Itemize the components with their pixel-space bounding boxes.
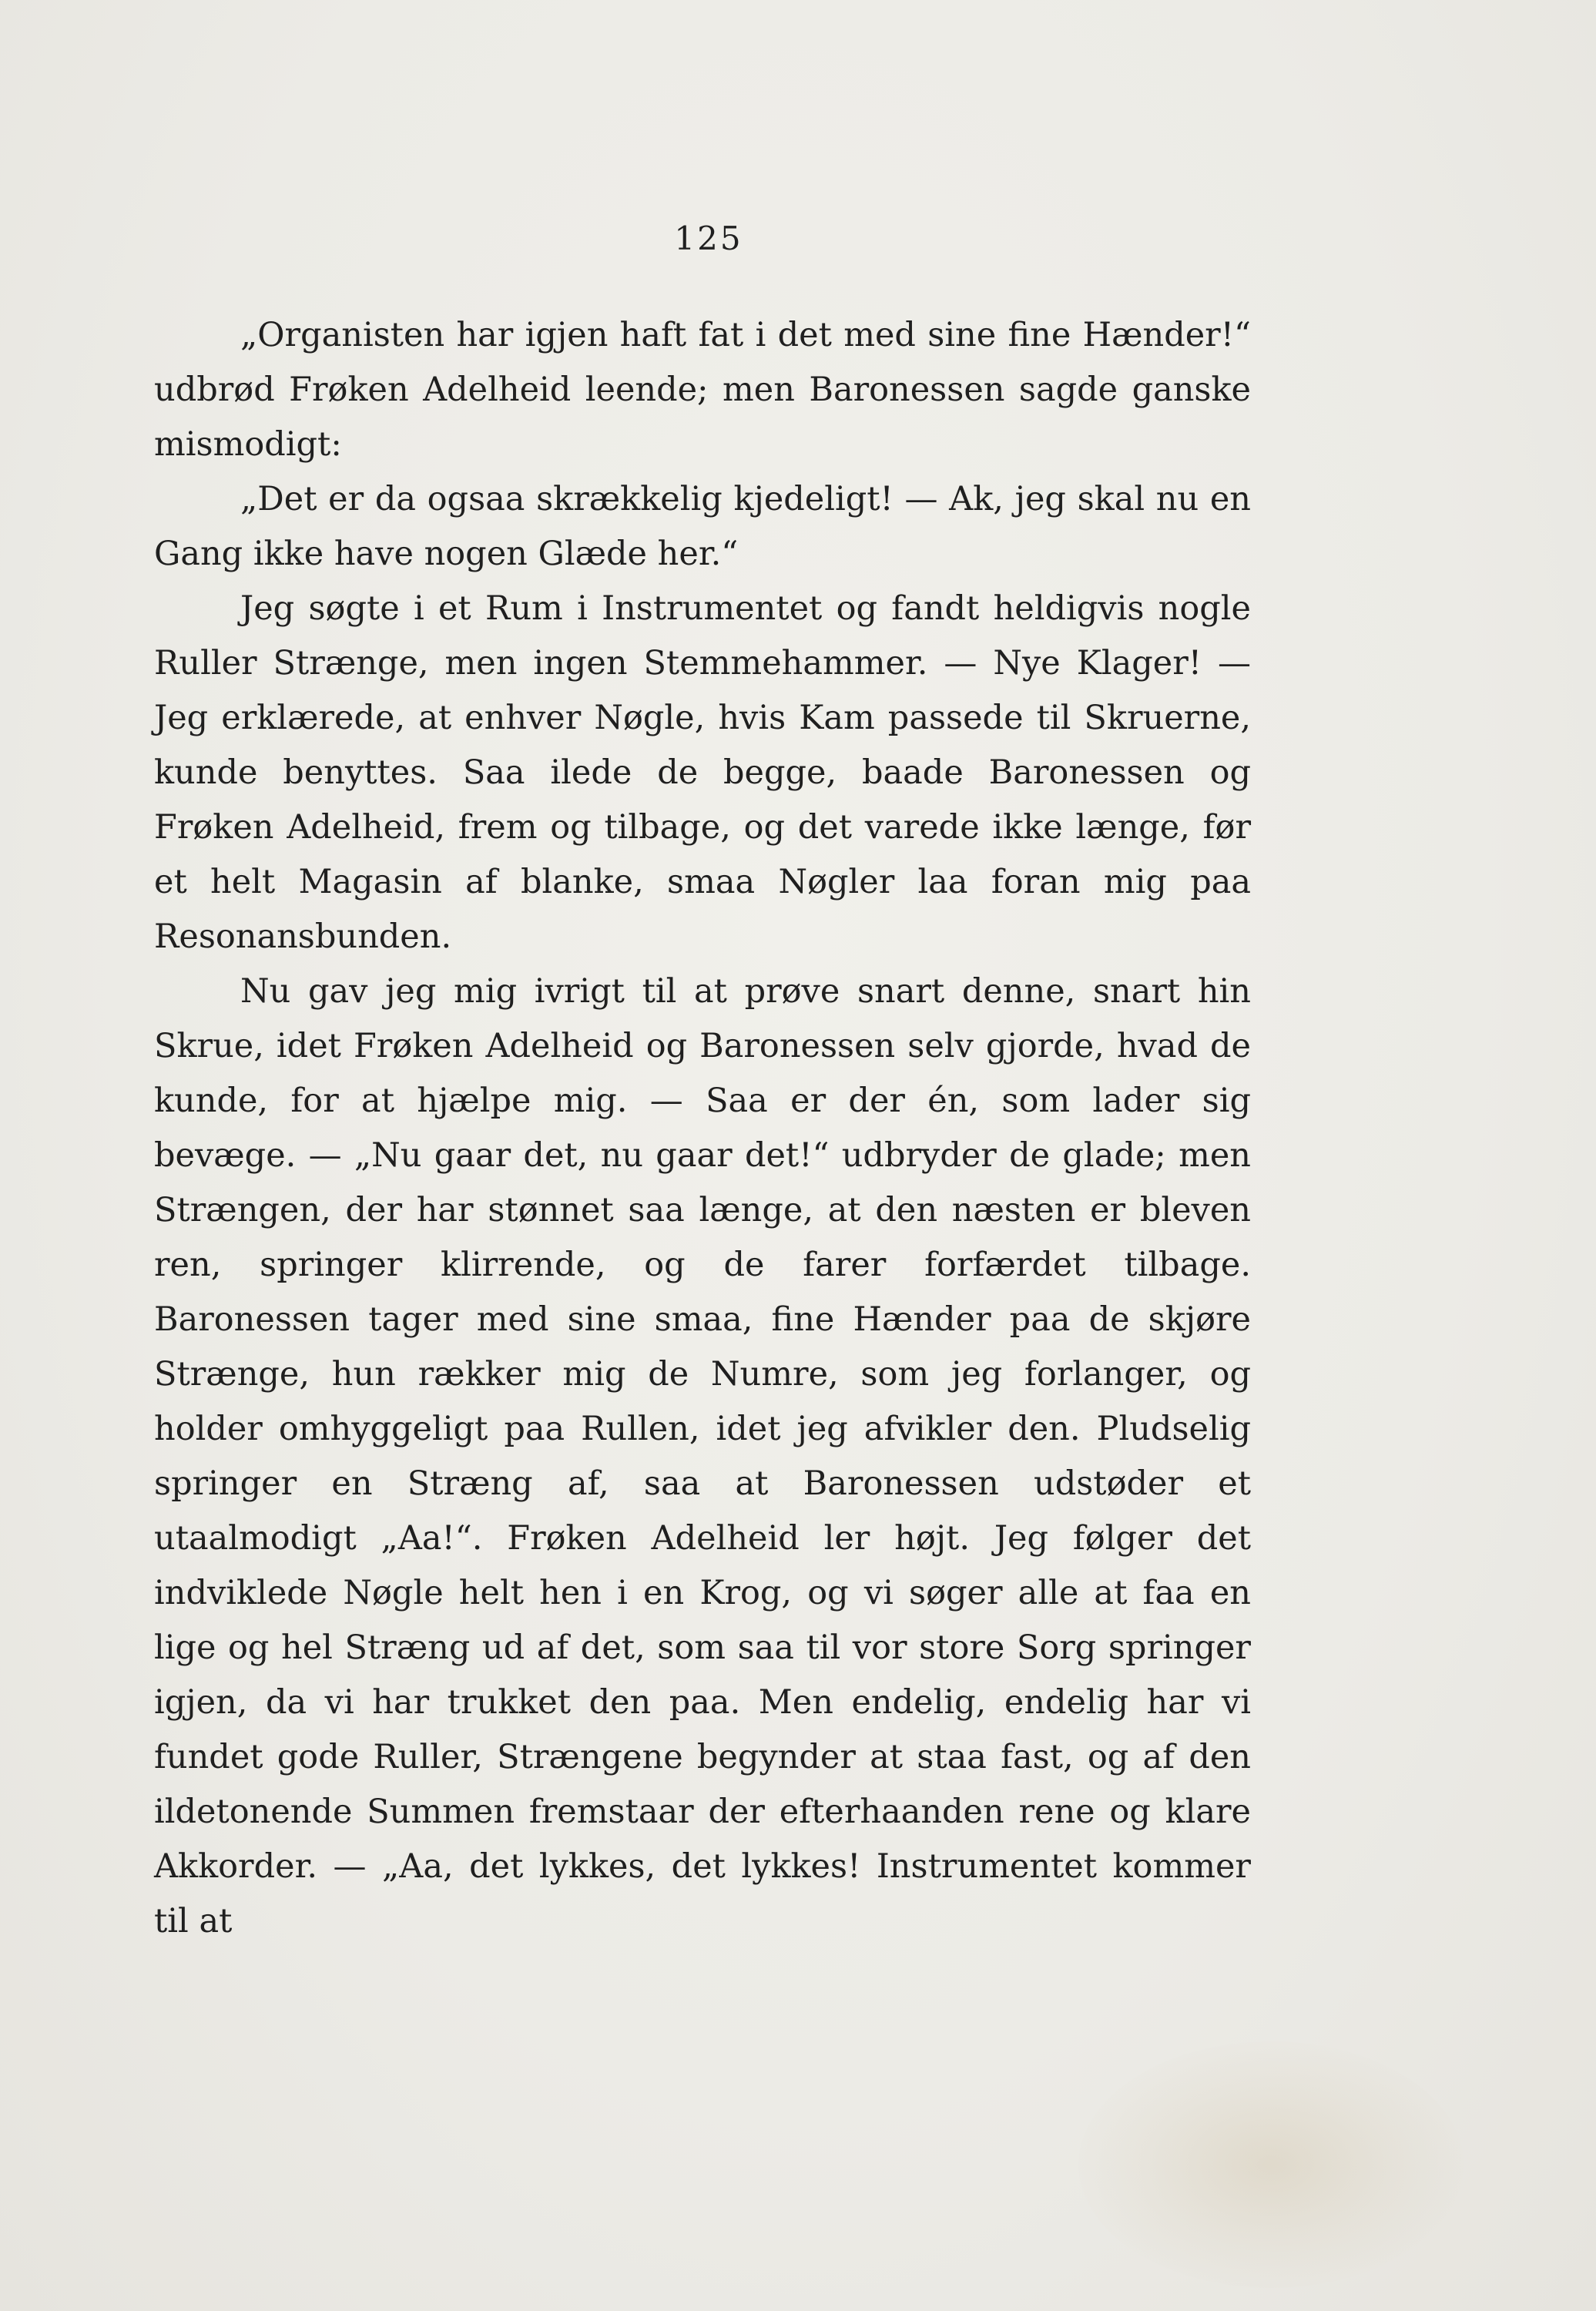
page-number: 125 bbox=[674, 220, 743, 257]
body-text bbox=[154, 308, 1251, 1949]
paragraph-2: „Det er da ogsaa skrækkelig kjedeligt! — Ak, jeg skal nu en Gang ikke have nogen Glæde her.“ bbox=[154, 480, 1251, 573]
paragraph-3: Jeg søgte i et Rum i Instrumentet og fandt heldigvis nogle Ruller Strænge, men ingen Stemmehammer. — Nye Klager! — Jeg erklærede, at enhver Nøgle, hvis Kam passede til Skruerne, kunde benyttes. Saa ilede de begge, baade Baronessen og Frøken Adelheid, frem og tilbage, og det varede ikke længe, før et helt Magasin af blanke, smaa Nøgler laa foran mig paa Resonansbunden. bbox=[154, 589, 1251, 956]
paper-stain bbox=[1078, 2041, 1464, 2288]
paragraph-1: „Organisten har igjen haft fat i det med sine fine Hænder!“ udbrød Frøken Adelheid leende; men Baronessen sagde ganske mismodigt: bbox=[154, 316, 1251, 464]
paragraph-4: Nu gav jeg mig ivrigt til at prøve snart denne, snart hin Skrue, idet Frøken Adelheid og Baronessen selv gjorde, hvad de kunde, for at hjælpe mig. — Saa er der én, som lader sig bevæge. — „Nu gaar det, nu gaar det!“ udbryder de glade; men Strængen, der har stønnet saa længe, at den næsten er bleven ren, springer klirrende, og de farer forfærdet tilbage. Baronessen tager med sine smaa, fine Hænder paa de skjøre Strænge, hun rækker mig de Numre, som jeg forlanger, og holder omhyggeligt paa Rullen, idet jeg afvikler den. Pludselig springer en Stræng af, saa at Baronessen udstøder et utaalmodigt „Aa!“. Frøken Adelheid ler højt. Jeg følger det indviklede Nøgle helt hen i en Krog, og vi søger alle at faa en lige og hel Stræng ud af det, som saa til vor store Sorg springer igjen, da vi har trukket den paa. Men endelig, endelig har vi fundet gode Ruller, Strængene begynder at staa fast, og af den ildetonende Summen fremstaar der efterhaanden rene og klare Akkorder. — „Aa, det lykkes, det lykkes! Instrumentet kommer til at bbox=[154, 972, 1251, 1940]
